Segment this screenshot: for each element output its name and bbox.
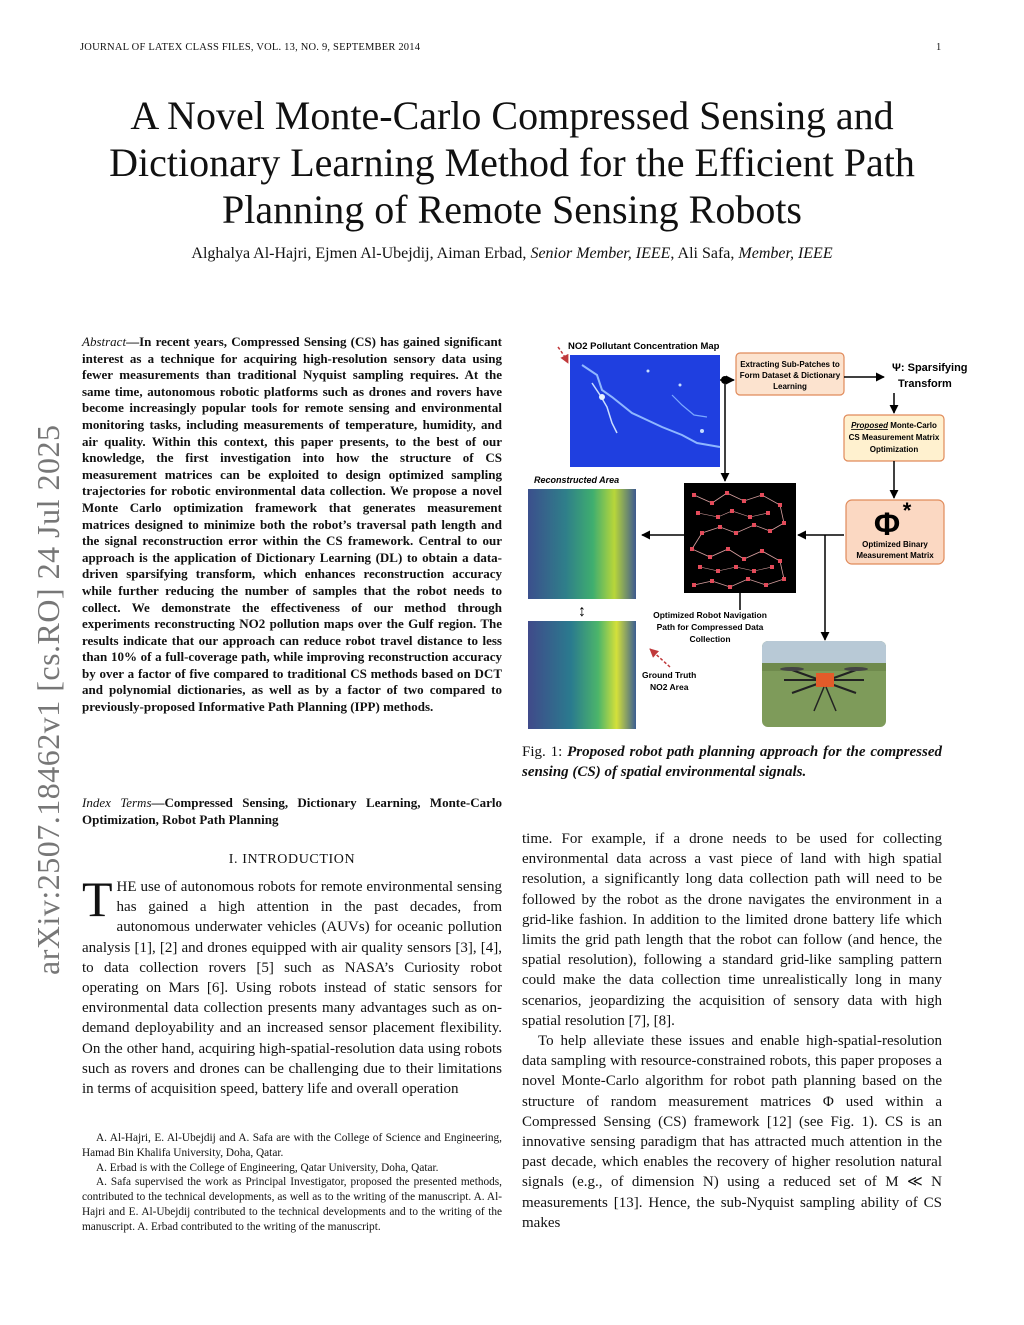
label-path-line-3: Collection (689, 634, 731, 644)
box-proposed-line-2: CS Measurement Matrix (848, 433, 940, 442)
box-extract-line-1: Extracting Sub-Patches to (740, 360, 840, 369)
phi-star: * (902, 498, 912, 523)
author-role-1: Senior Member, IEEE (530, 245, 671, 262)
box-extract-line-2: Form Dataset & Dictionary (739, 371, 841, 380)
paper-title: A Novel Monte-Carlo Compressed Sensing and Dictionary Learning Method for the Efficient Path Planning of Remote Sensing Robots (109, 93, 915, 232)
ground-truth-heatmap (528, 621, 636, 729)
figure-1 (522, 335, 968, 735)
box-proposed-line-3: Optimization (869, 445, 919, 454)
abstract-text: —In recent years, Compressed Sensing (CS) has gained significant interest as a technique for acquiring high-resolution sensory data using fewer measurements than traditional Nyquist sampling requires. At the same time, autonomous robotic platforms such as drones and rovers have become increasingly popular tools for remote sensing and environmental monitoring tasks, including measurements of temperature, humidity, and air quality. Within this context, this paper presents, to the best of our knowledge, the first investigation into how the structure of CS measurement matrices can be exploited to design optimized sampling trajectories for robotic environmental data collection. We propose a novel Monte Carlo optimization framework that generates measurement matrices designed to minimize both the robot’s traversal path length and the signal reconstruction error within the CS framework. Central to our approach is the application of Dictionary Learning (DL) to obtain a data-driven sparsifying transform, which enhances reconstruction accuracy while further reducing the number of samples that the robot needs to collect. We demonstrate the effectiveness of our method through experiments reconstructing NO2 pollution maps over the Gulf region. The results indicate that our approach can reduce robot travel distance to less than 10% of a full-coverage path, while improving reconstruction accuracy by over a factor of five compared to traditional CS methods based on DCT and polynomial dictionaries, as well as by a factor of two compared to previously-proposed Informative Path Planning (IPP) methods. (82, 334, 502, 715)
intro-first-word: HE (116, 879, 137, 895)
footnote-2: A. Erbad is with the College of Engineering, Qatar University, Doha, Qatar. (96, 1161, 439, 1174)
page-number: 1 (936, 42, 942, 53)
arrow-map-label (558, 347, 568, 363)
measurement-grid-image (684, 483, 796, 593)
psi-label-line-1: Ψ: Sparsifying (892, 362, 968, 374)
psi-label-line-2: Transform (898, 378, 952, 390)
label-ground-truth-line-1: Ground Truth (642, 670, 697, 680)
label-path-line-2: Path for Compressed Data (656, 622, 764, 632)
no2-map-image (570, 355, 720, 467)
index-terms (82, 795, 502, 828)
figure-caption-text: Proposed robot path planning approach for the compressed sensing (CS) of spatial environmental signals. (522, 744, 942, 780)
node-dot (721, 376, 729, 384)
arrow-ground-truth (650, 649, 670, 667)
right-paragraph-2: To help alleviate these issues and enable high-spatial-resolution data sampling with resource-constrained robots, this paper proposes a novel Monte-Carlo algorithm for robot path planning based on the structure of random measurement matrices Φ used within a Compressed Sensing (CS) framework [12] (see Fig. 1). CS is an innovative sensing paradigm that has attracted much attention in the past decade, which enables the recovery of higher resolution natural signals (e.g., of dimension N) using a reduced set of M ≪ N measurements [13]. Hence, the sub-Nyquist sampling ability of CS makes (522, 1033, 942, 1231)
figure-caption-label: Fig. 1: (522, 744, 568, 760)
phi-symbol: Φ (873, 506, 901, 542)
label-reconstructed: Reconstructed Area (534, 475, 620, 485)
phi-caption-line-1: Optimized Binary (862, 540, 928, 549)
arxiv-stamp: arXiv:2507.18462v1 [cs.RO] 24 Jul 2025 (30, 424, 66, 975)
author-line (80, 245, 944, 263)
author-names-2: , Ali Safa, (670, 245, 739, 262)
reconstructed-heatmap (528, 489, 636, 599)
index-terms-text: —Compressed Sensing, Dictionary Learning, Monte-Carlo Optimization, Robot Path Planning (82, 795, 502, 827)
drone-photo (762, 641, 886, 727)
footnote-3: A. Safa supervised the work as Principal Investigator, proposed the presented methods, contributed to the technical developments, as well as to the writing of the manuscript. A. Al-Hajri and E. Al-Ubejdij contributed to the technical developments and to the writing of the manuscript. A. Erbad contributed to the writing of the manuscript. (82, 1176, 502, 1233)
right-column-text (522, 829, 942, 1233)
double-arrow-icon: ↕ (578, 603, 586, 620)
running-head: JOURNAL OF LATEX CLASS FILES, VOL. 13, NO. 9, SEPTEMBER 2014 (80, 42, 421, 53)
label-ground-truth-line-2: NO2 Area (650, 682, 689, 692)
footnotes (82, 1131, 502, 1235)
box-proposed-line-1: Proposed Monte-Carlo (851, 421, 937, 430)
intro-paragraph (82, 871, 502, 1099)
dropcap: T (82, 871, 113, 927)
label-no2-map: NO2 Pollutant Concentration Map (568, 341, 720, 352)
phi-caption-line-2: Measurement Matrix (856, 551, 934, 560)
label-path-line-1: Optimized Robot Navigation (653, 610, 767, 620)
intro-text: use of autonomous robots for remote environmental sensing has gained a high attention in the past decades, from autonomous underwater vehicles (AUVs) for oceanic pollution analysis [1], [2] and drones equipped with air quality sensors [3], [4], to data collection rovers [5] such as NASA’s Curiosity robot operating on Mars [6]. Using robots instead of static sensors for environmental data collection presents many advantages such as on-demand deployability and an increased sensor placement flexibility. On the other hand, acquiring high-spatial-resolution data using robots such as rovers and drones can be challenging due to their limitations in terms of acquisition speed, battery life and overall operation (82, 879, 502, 1098)
author-role-2: Member, IEEE (738, 245, 833, 262)
section-heading: I. INTRODUCTION (228, 852, 356, 867)
abstract (82, 334, 502, 716)
box-extract-line-3: Learning (773, 382, 807, 391)
index-terms-label: Index Terms (82, 795, 152, 810)
abstract-label: Abstract (82, 334, 127, 349)
author-names-1: Alghalya Al-Hajri, Ejmen Al-Ubejdij, Aiman Erbad, (191, 245, 531, 262)
right-paragraph-1: time. For example, if a drone needs to be used for collecting environmental data across a vast piece of land with high spatial resolution, a significantly long data collection path will need to be followed by the robot as the drone navigates the environment in a grid-like fashion. In addition to the limited drone battery life which limits the grid path length that the robot can follow (and hence, the spatial resolution), following a standard grid-like sampling pattern could make the data collection time unrealistically long in many scenarios, jeopardizing the acquisition of sensory data with high spatial resolution [7], [8]. (522, 831, 942, 1029)
footnote-1: A. Al-Hajri, E. Al-Ubejdij and A. Safa are with the College of Science and Engineering, Hamad Bin Khalifa University, Doha, Qatar. (82, 1132, 502, 1159)
figure-caption (522, 742, 942, 782)
